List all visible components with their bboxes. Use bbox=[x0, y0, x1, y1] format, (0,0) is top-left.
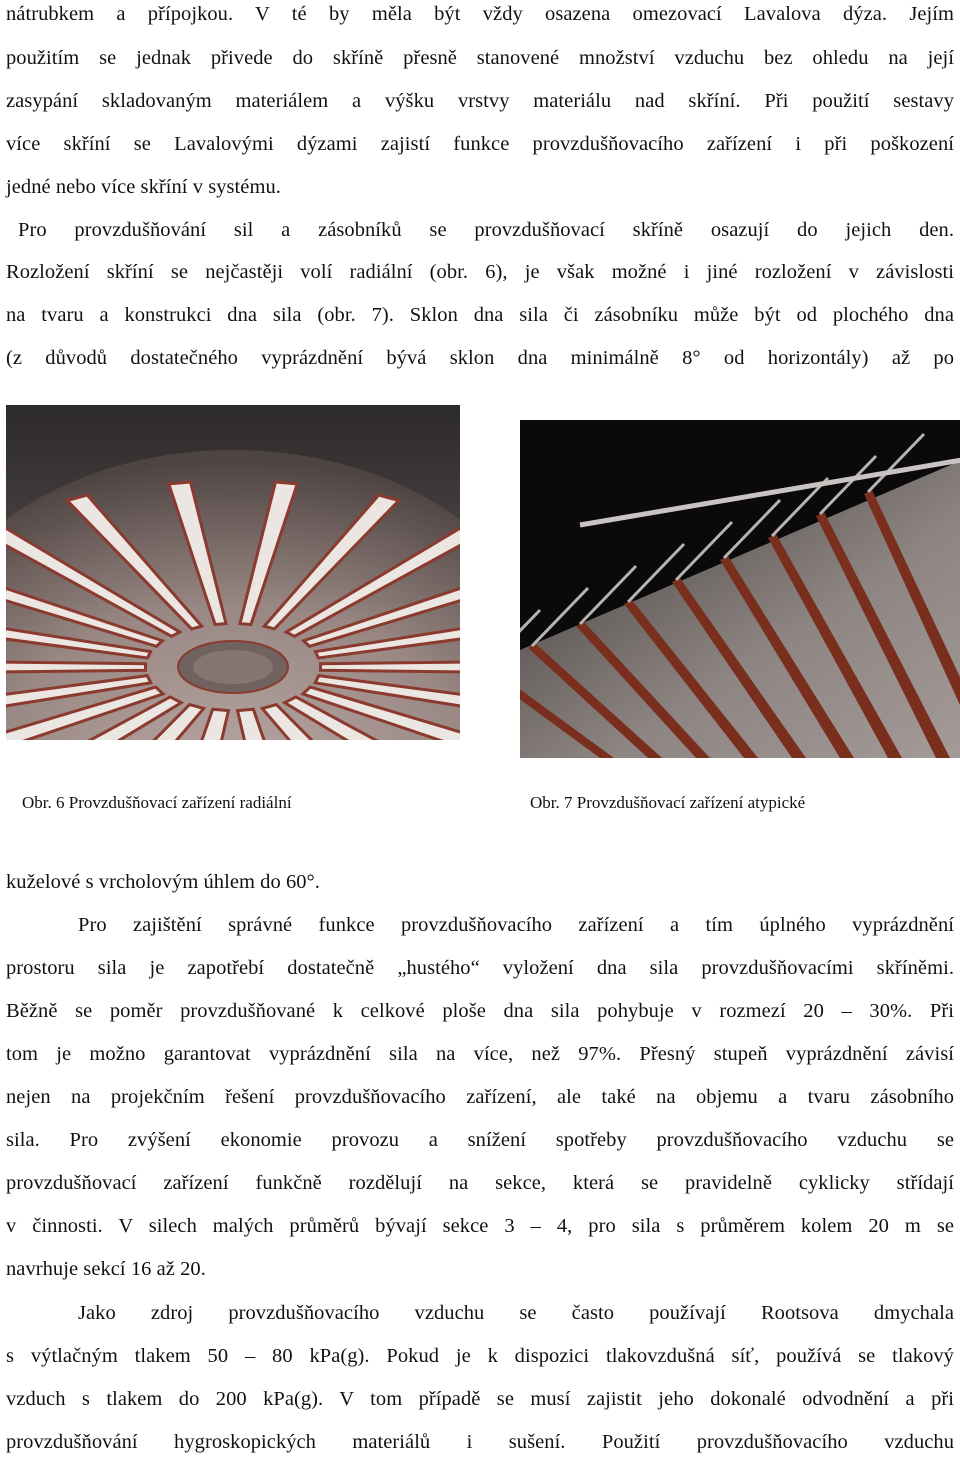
paragraph-line: v činnosti. V silech malých průměrů bývají sekce 3 – 4, pro sila s průměrem kolem 20 m se bbox=[6, 1215, 954, 1237]
paragraph-line: Pro provzdušňování sil a zásobníků se provzdušňovací skříně osazují do jejich den. bbox=[18, 219, 954, 241]
paragraph-line: kuželové s vrcholovým úhlem do 60°. bbox=[6, 871, 320, 893]
paragraph-line: na tvaru a konstrukci dna sila (obr. 7). Sklon dna sila či zásobníku může být od plochého dna bbox=[6, 304, 954, 326]
paragraph-line: (z důvodů dostatečného vyprázdnění bývá sklon dna minimálně 8° od horizontály) až po bbox=[6, 347, 954, 369]
figure-7-atypical-photo bbox=[520, 420, 960, 758]
radial-aeration-illustration bbox=[6, 405, 460, 740]
paragraph-line: sila. Pro zvýšení ekonomie provozu a snížení spotřeby provzdušňovacího vzduchu se bbox=[6, 1129, 954, 1151]
aeration-box-shape bbox=[6, 660, 146, 673]
paragraph-line: s výtlačným tlakem 50 – 80 kPa(g). Pokud je k dispozici tlakovzdušná síť, používá se tlakový bbox=[6, 1345, 954, 1367]
atypical-aeration-illustration bbox=[520, 420, 960, 758]
paragraph-line: použitím se jednak přivede do skříně přesně stanovené množství vzduchu bez ohledu na její bbox=[6, 47, 954, 69]
paragraph-line: jedné nebo více skříní v systému. bbox=[6, 176, 281, 198]
aeration-box-shape bbox=[321, 660, 461, 673]
figure-6-caption: Obr. 6 Provzdušňovací zařízení radiální bbox=[22, 793, 292, 812]
paragraph-line: nátrubkem a přípojkou. V té by měla být vždy osazena omezovací Lavalova dýza. Jejím bbox=[6, 3, 954, 25]
paragraph-line: nejen na projekčním řešení provzdušňovacího zařízení, ale také na objemu a tvaru zásobního bbox=[6, 1086, 954, 1108]
figure-7-caption: Obr. 7 Provzdušňovací zařízení atypické bbox=[530, 793, 806, 812]
paragraph-line: tom je možno garantovat vyprázdnění sila na více, než 97%. Přesný stupeň vyprázdnění závisí bbox=[6, 1043, 954, 1065]
paragraph-line: Rozložení skříní se nejčastěji volí radiální (obr. 6), je však možné i jiné rozložení v závislosti bbox=[6, 261, 954, 283]
paragraph-line: více skříní se Lavalovými dýzami zajistí funkce provzdušňovacího zařízení i při poškození bbox=[6, 133, 954, 155]
figure-6-radial-photo bbox=[6, 405, 460, 740]
paragraph-line: provzdušňovací zařízení funkčně rozdělují na sekce, která se pravidelně cyklicky střídají bbox=[6, 1172, 954, 1194]
paragraph-line: navrhuje sekcí 16 až 20. bbox=[6, 1258, 206, 1280]
paragraph-line: Pro zajištění správné funkce provzdušňovacího zařízení a tím úplného vyprázdnění bbox=[78, 914, 954, 936]
paragraph-line: prostoru sila je zapotřebí dostatečně „hustého“ vyložení dna sila provzdušňovacími skříněmi. bbox=[6, 957, 954, 979]
paragraph-line: vzduch s tlakem do 200 kPa(g). V tom případě se musí zajistit jeho dokonalé odvodnění a při bbox=[6, 1388, 954, 1410]
paragraph-line: zasypání skladovaným materiálem a výšku vrstvy materiálu nad skříní. Při použití sestavy bbox=[6, 90, 954, 112]
paragraph-line: provzdušňování hygroskopických materiálů i sušení. Použití provzdušňovacího vzduchu bbox=[6, 1431, 954, 1453]
paragraph-line: Jako zdroj provzdušňovacího vzduchu se často používají Rootsova dmychala bbox=[78, 1302, 954, 1324]
paragraph-line: Běžně se poměr provzdušňované k celkové ploše dna sila pohybuje v rozmezí 20 – 30%. Při bbox=[6, 1000, 954, 1022]
